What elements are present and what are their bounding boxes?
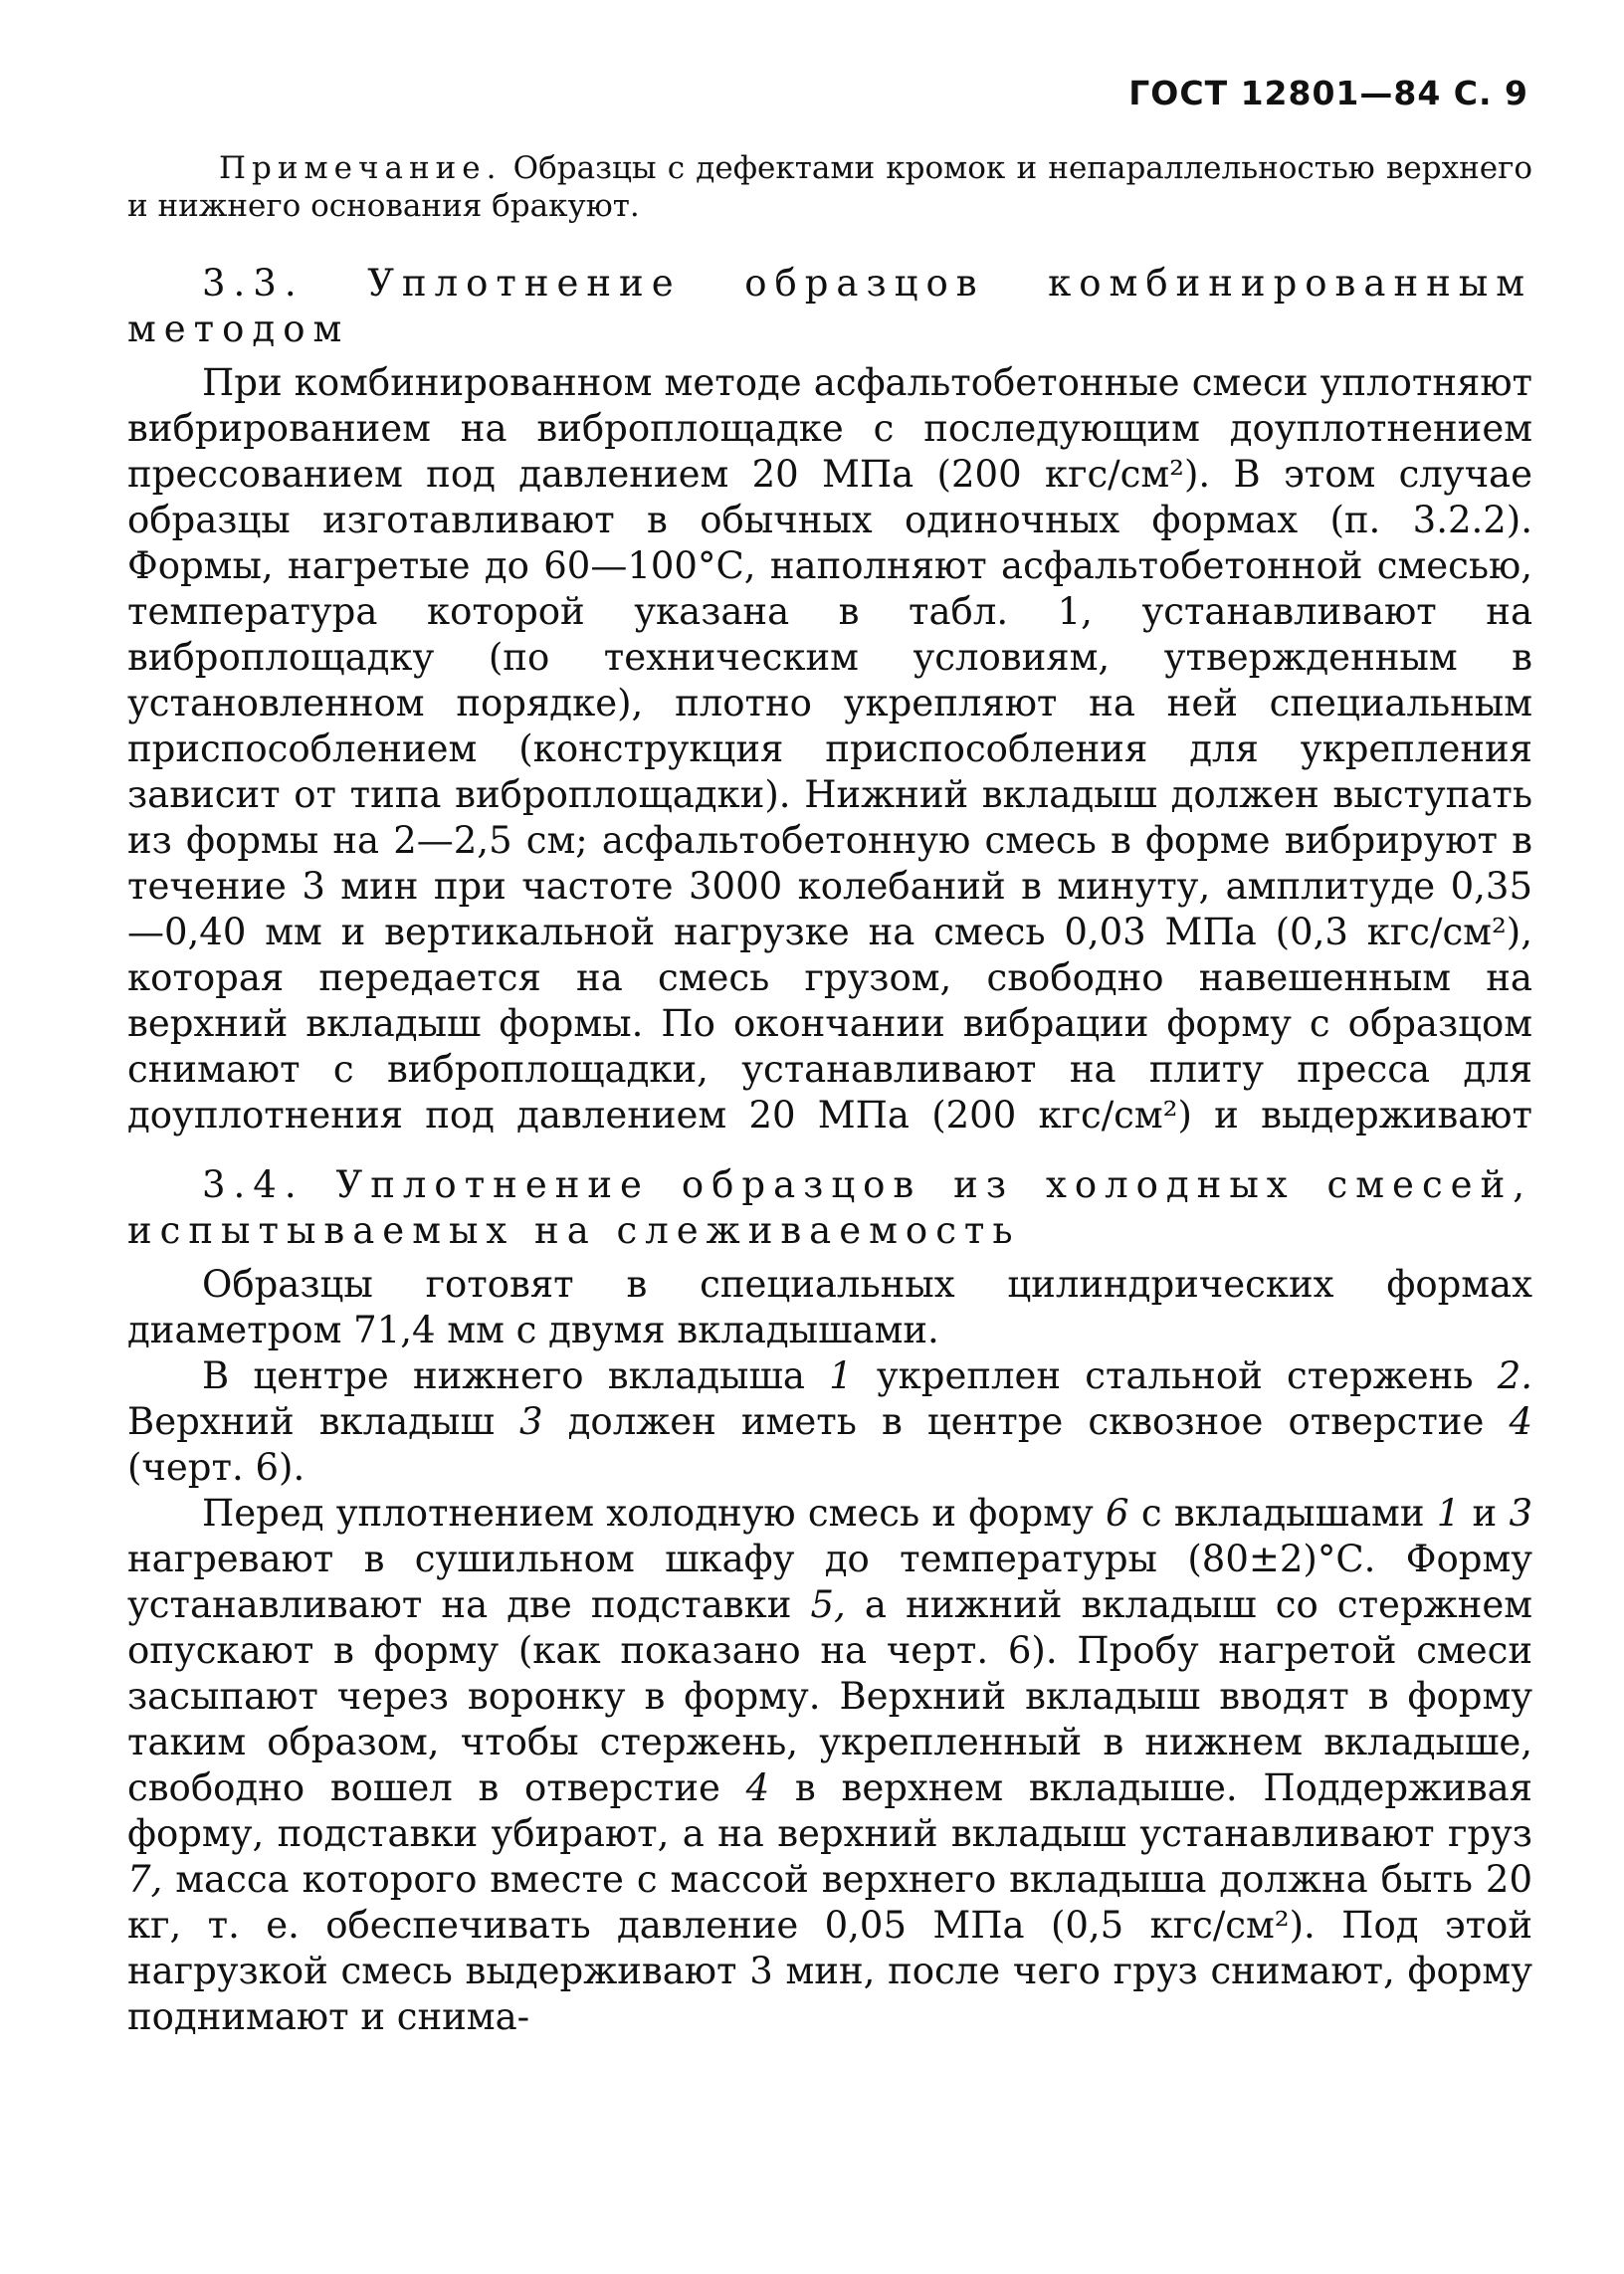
figure-ref: 3 [518, 1400, 543, 1443]
text-run: в верхнем вкладыше. Поддерживая форму, подставки убирают, а на верхний вкладыш устанавливают груз [127, 1766, 1532, 1855]
figure-ref: 7, [127, 1858, 163, 1901]
section-3-3-paragraph: При комбинированном методе асфальтобетонные смеси уплотняют вибрированием на виброплощадке с последующим доуплотнением прессованием под давлением 20 МПа (200 кгс/см²). В этом случае образцы изготавливают в обычных одиночных формах (п. 3.2.2). Формы, нагретые до 60—100°С, наполняют асфальтобетонной смесью, температура которой указана в табл. 1, устанавливают на виброплощадку (по техническим условиям, утвержденным в установленном порядке), плотно укрепляют на ней специальным приспособлением (конструкция приспособления для укрепления зависит от типа виброплощадки). Нижний вкладыш должен выступать из формы на 2—2,5 см; асфальтобетонную смесь в форме вибрируют в течение 3 мин при частоте 3000 колебаний в минуту, амплитуде 0,35—0,40 мм и вертикальной нагрузке на смесь 0,03 МПа (0,3 кгс/см²), которая передается на смесь грузом, свободно навешенным на верхний вкладыш формы. По окончании вибрации форму с образцом снимают с виброплощадки, устанавливают на плиту пресса для доуплотнения под давлением 20 МПа (200 кгс/см²) и выдерживают [127, 361, 1532, 1137]
text-run: и [1460, 1492, 1510, 1535]
text-run: нагревают в сушильном шкафу до температуры (80±2)°С. Форму устанавливают на две подставки [127, 1538, 1532, 1626]
note-text: Образцы с дефектами кромок и непараллельностью верхнего и нижнего основания бракуют. [127, 150, 1532, 224]
text-run: В центре нижнего вкладыша [202, 1354, 830, 1397]
figure-ref: 4 [745, 1766, 770, 1809]
page-content [127, 149, 1532, 2048]
section-3-3-heading: 3.3. Уплотнение образцов комбинированным методом [127, 262, 1532, 350]
section-3-4-paragraph-1: Образцы готовят в специальных цилиндрических формах диаметром 71,4 мм с двумя вкладышами. [127, 1263, 1532, 1351]
text-run: должен иметь в центре сквозное отверстие [542, 1400, 1510, 1443]
figure-ref: 3 [1509, 1492, 1532, 1535]
note-paragraph [127, 149, 1532, 225]
text-run: Верхний вкладыш [127, 1400, 519, 1443]
figure-ref: 5, [810, 1583, 846, 1626]
text-run: с вкладышами [1128, 1492, 1437, 1535]
text-run: (черт. 6). [127, 1446, 305, 1489]
text-run: укреплен стальной стержень [852, 1354, 1498, 1397]
text-run: а нижний вкладыш со стержнем опускают в форму (как показано на черт. 6). Пробу нагретой смеси засыпают через воронку в форму. Верхний вкладыш вводят в форму таким образом, чтобы стержень, укрепленный в нижнем вкладыше, свободно вошел в отверстие [127, 1583, 1532, 1809]
figure-ref: 4 [1509, 1400, 1532, 1443]
text-run: Перед уплотнением холодную смесь и форму [202, 1492, 1107, 1535]
figure-ref: 2. [1497, 1354, 1532, 1397]
section-3-4-heading: 3.4. Уплотнение образцов из холодных смесей, испытываемых на слеживаемость [127, 1163, 1532, 1252]
section-3-4-paragraph-3 [127, 1491, 1532, 2048]
text-run: масса которого вместе с массой верхнего вкладыша должна быть 20 кг, т. е. обеспечивать давление 0,05 МПа (0,5 кгс/см²). Под этой нагрузкой смесь выдерживают 3 мин, после чего груз снимают, форму поднимают и снима- [127, 1858, 1532, 2038]
figure-ref: 1 [829, 1354, 853, 1397]
note-label: Примечание. [219, 150, 503, 186]
figure-ref: 1 [1436, 1492, 1461, 1535]
figure-ref: 6 [1106, 1492, 1129, 1535]
page-header: ГОСТ 12801—84 С. 9 [1128, 74, 1528, 112]
section-3-4-paragraph-2 [127, 1353, 1532, 1491]
